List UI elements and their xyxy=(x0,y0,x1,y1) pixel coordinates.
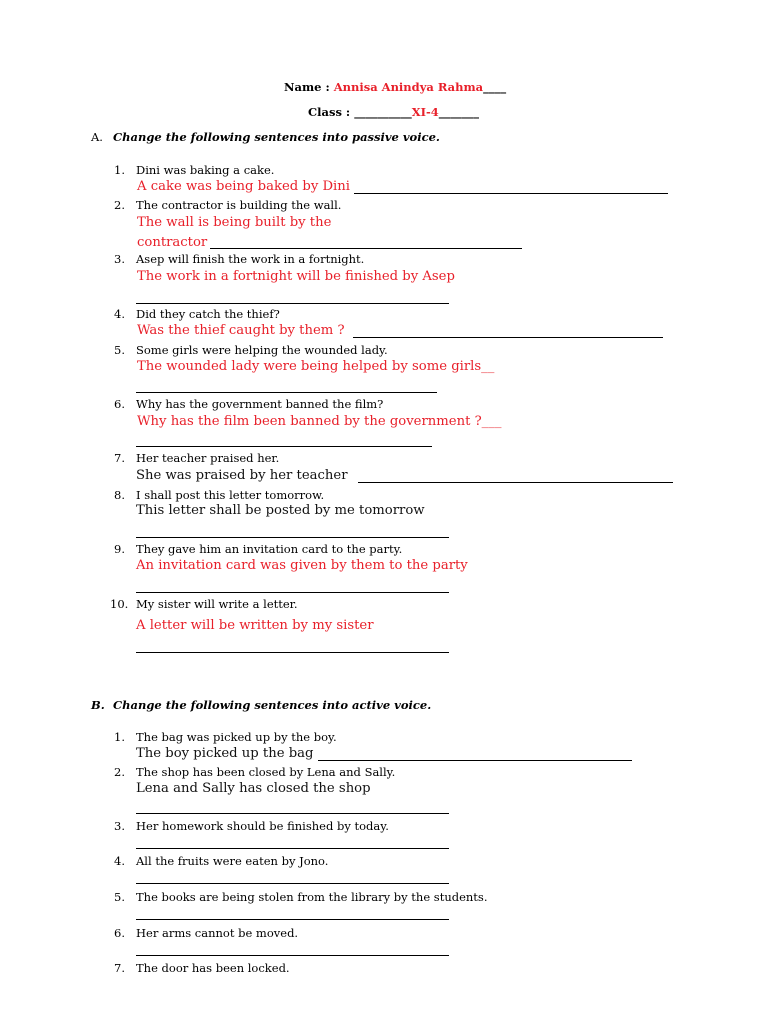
a8-question: I shall post this letter tomorrow. xyxy=(136,488,325,502)
a5-number: 5. xyxy=(114,343,125,357)
b5-answer-line xyxy=(136,919,449,920)
b7-question: The door has been locked. xyxy=(136,961,290,975)
name-blank: ____ xyxy=(483,80,507,94)
a10-answer: A letter will be written by my sister xyxy=(136,618,374,633)
a2-answer: The wall is being built by the xyxy=(137,215,332,230)
b5-number: 5. xyxy=(114,890,125,904)
a1-answer: A cake was being baked by Dini xyxy=(137,179,350,194)
b2-number: 2. xyxy=(114,765,125,779)
a9-answer-line xyxy=(136,592,449,593)
b3-question: Her homework should be finished by today. xyxy=(136,819,389,833)
a9-number: 9. xyxy=(114,542,125,556)
a2-answer-line xyxy=(210,248,522,249)
a7-answer: She was praised by her teacher xyxy=(136,468,348,483)
a6-answer: Why has the film been banned by the government ?___ xyxy=(137,414,502,429)
b6-question: Her arms cannot be moved. xyxy=(136,926,299,940)
a7-number: 7. xyxy=(114,451,125,465)
b1-number: 1. xyxy=(114,730,125,744)
b2-answer-line xyxy=(136,813,449,814)
class-value: XI-4 xyxy=(411,105,439,119)
a2-number: 2. xyxy=(114,198,125,212)
a10-question: My sister will write a letter. xyxy=(136,597,298,611)
b6-answer-line xyxy=(136,955,449,956)
a4-question: Did they catch the thief? xyxy=(136,307,280,321)
b7-number: 7. xyxy=(114,961,125,975)
section-a-instruction: Change the following sentences into passive voice. xyxy=(113,130,440,144)
a8-number: 8. xyxy=(114,488,125,502)
a5-question: Some girls were helping the wounded lady. xyxy=(136,343,388,357)
b4-answer-line xyxy=(136,883,449,884)
a4-answer: Was the thief caught by them ? xyxy=(137,323,345,338)
b2-answer: Lena and Sally has closed the shop xyxy=(136,781,371,796)
b3-number: 3. xyxy=(114,819,125,833)
a3-answer: The work in a fortnight will be finished by Asep xyxy=(137,269,455,284)
a3-question: Asep will finish the work in a fortnight. xyxy=(136,252,365,266)
a3-answer-line xyxy=(136,303,449,304)
section-b-instruction: Change the following sentences into active voice. xyxy=(113,698,432,712)
b5-question: The books are being stolen from the library by the students. xyxy=(136,890,488,904)
a10-number: 10. xyxy=(110,597,129,611)
a9-answer: An invitation card was given by them to the party xyxy=(136,558,468,573)
a4-number: 4. xyxy=(114,307,125,321)
b1-question: The bag was picked up by the boy. xyxy=(136,730,337,744)
section-a-letter: A. xyxy=(91,130,103,144)
a1-answer-line xyxy=(354,193,668,194)
b1-answer: The boy picked up the bag xyxy=(136,746,314,761)
class-label: Class : xyxy=(308,105,355,119)
name-line xyxy=(284,80,506,94)
a5-answer: The wounded lady were being helped by some girls__ xyxy=(137,359,495,374)
b3-answer-line xyxy=(136,848,449,849)
student-name: Annisa Anindya Rahma xyxy=(333,80,484,94)
b4-number: 4. xyxy=(114,854,125,868)
a6-number: 6. xyxy=(114,397,125,411)
class-line xyxy=(308,105,479,119)
class-blank-before: __________ xyxy=(354,105,412,119)
a8-answer-line xyxy=(136,537,449,538)
a2-answer-line2: contractor xyxy=(137,235,208,250)
a4-answer-line xyxy=(353,337,663,338)
b6-number: 6. xyxy=(114,926,125,940)
section-b-letter: B. xyxy=(91,698,105,712)
a3-number: 3. xyxy=(114,252,125,266)
name-label: Name : xyxy=(284,80,334,94)
class-blank-after: _______ xyxy=(438,105,480,119)
a1-number: 1. xyxy=(114,163,125,177)
a8-answer: This letter shall be posted by me tomorrow xyxy=(136,503,425,518)
b2-question: The shop has been closed by Lena and Sally. xyxy=(136,765,396,779)
b1-answer-line xyxy=(318,760,632,761)
a6-question: Why has the government banned the film? xyxy=(136,397,384,411)
a9-question: They gave him an invitation card to the party. xyxy=(136,542,403,556)
a7-answer-line xyxy=(358,482,673,483)
a6-answer-line xyxy=(136,446,432,447)
a2-question: The contractor is building the wall. xyxy=(136,198,342,212)
a7-question: Her teacher praised her. xyxy=(136,451,280,465)
b4-question: All the fruits were eaten by Jono. xyxy=(136,854,329,868)
a10-answer-line xyxy=(136,652,449,653)
a5-answer-line xyxy=(136,392,437,393)
a1-question: Dini was baking a cake. xyxy=(136,163,275,177)
